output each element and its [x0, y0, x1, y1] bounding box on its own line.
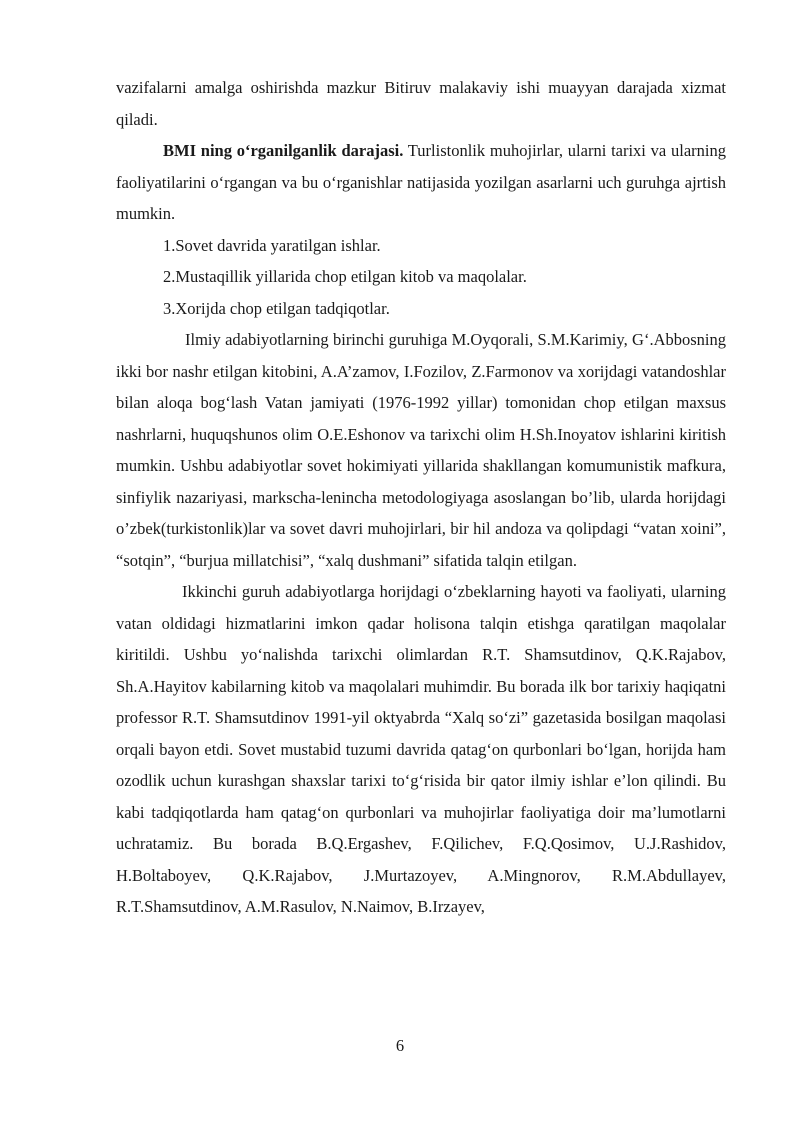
- paragraph-second-group: Ikkinchi guruh adabiyotlarga horijdagi o‘zbeklarning hayoti va faoliyati, ularning vatan oldidagi hizmatlarini imkon qadar holisona talqin etishga qaratilgan maqolalar kiritildi. Ushbu yo‘nalishda tarixchi olimlardan R.T. Shamsutdinov, Q.K.Rajabov, Sh.A.Hayitov kabilarning kitob va maqolalari muhimdir. Bu borada ilk bor tarixiy haqiqatni professor R.T. Shamsutdinov 1991-yil oktyabrda “Xalq so‘zi” gazetasida bosilgan maqolasi orqali bayon etdi. Sovet mustabid tuzumi davrida qatag‘on qurbonlari bo‘lgan, horijda ham ozodlik uchun kurashgan shaxslar tarixi to‘g‘risida bir qator ilmiy ishlar e’lon qilindi. Bu kabi tadqiqotlarda ham qatag‘on qurbonlari va muhojirlar faoliyatiga doir ma’lumotlarni uchratamiz. Bu borada B.Q.Ergashev, F.Qilichev, F.Q.Qosimov, U.J.Rashidov, H.Boltaboyev, Q.K.Rajabov, J.Murtazoyev, A.Mingnorov, R.M.Abdullayev, R.T.Shamsutdinov, A.M.Rasulov, N.Naimov, B.Irzayev,: [116, 582, 726, 916]
- paragraph-study-level: [116, 135, 726, 230]
- list-item-1: 1.Sovet davrida yaratilgan ishlar.: [163, 235, 381, 255]
- page-number: 6: [395, 1036, 405, 1055]
- section-heading: BMI ning o‘rganilganlik darajasi.: [163, 141, 404, 160]
- document-body: [116, 72, 726, 923]
- paragraph-first-group: Ilmiy adabiyotlarning birinchi guruhiga M.Oyqorali, S.M.Karimiy, G‘.Abbosning ikki bor nashr etilgan kitobini, A.A’zamov, I.Fozilov, Z.Farmonov va xorijdagi vatandoshlar bilan aloqa bog‘lash Vatan jamiyati (1976-1992 yillar) tomonidan chop etilgan maxsus nashrlarni, huquqshunos olim O.E.Eshonov va tarixchi olim H.Sh.Inoyatov ishlarini kiritish mumkin. Ushbu adabiyotlar sovet hokimiyati yillarida shakllangan komumunistik mafkura, sinfiylik nazariyasi, markscha-lenincha metodologiyaga asoslangan bo’lib, ularda horijdagi o’zbek(turkistonlik)lar va sovet davri muhojirlari, bir hil andoza va qolipdagi “vatan xoini”, “sotqin”, “burjua millatchisi”, “xalq dushmani” sifatida talqin etilgan.: [116, 330, 726, 570]
- paragraph-continuation: vazifalarni amalga oshirishda mazkur Bitiruv malakaviy ishi muayyan darajada xizmat qiladi.: [116, 78, 726, 129]
- list-item-2: 2.Mustaqillik yillarida chop etilgan kitob va maqolalar.: [163, 267, 527, 286]
- paragraph-text: Turlistonlik muhojirlar, ularni tarixi va ularning faoliyatilarini o‘rgangan va bu o‘rganishlar natijasida yozilgan asarlarni uch guruhga ajrtish mumkin.: [116, 141, 726, 223]
- list-item-3: 3.Xorijda chop etilgan tadqiqotlar.: [163, 298, 390, 318]
